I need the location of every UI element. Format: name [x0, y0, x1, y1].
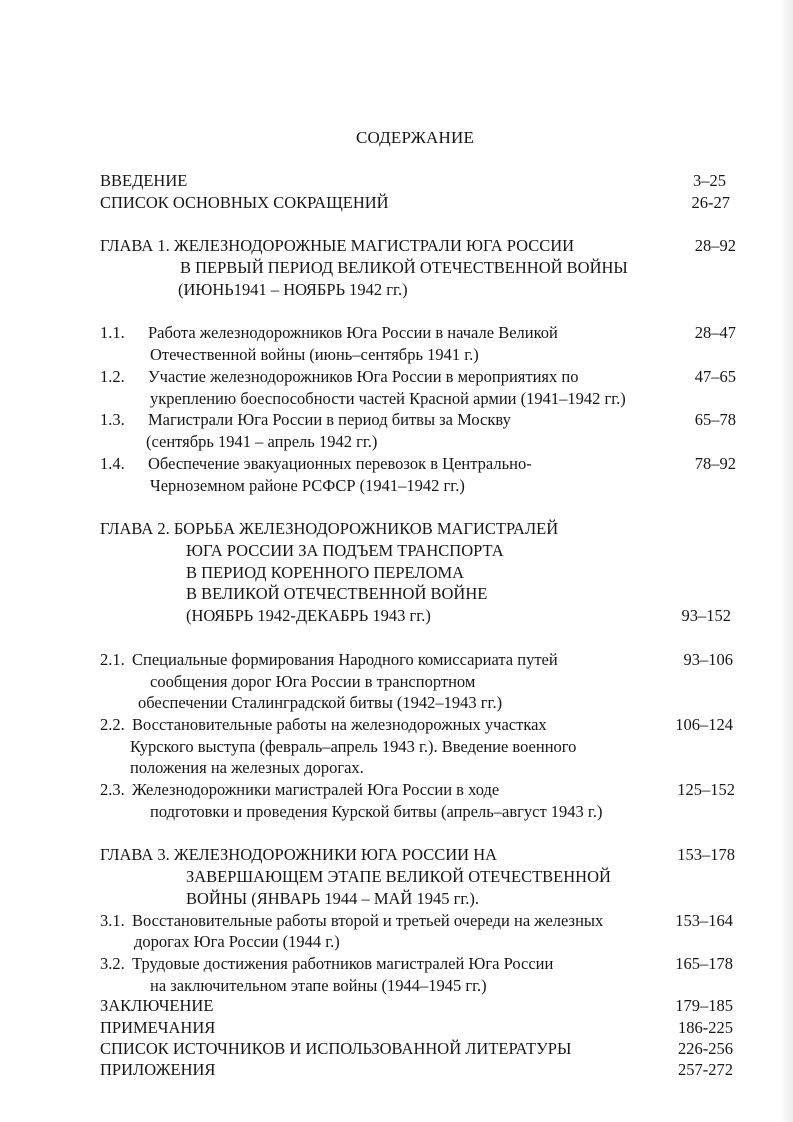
- section-1-4-num: 1.4.: [100, 454, 125, 473]
- section-2-1-line3: обеспечении Сталинградской битвы (1942–1943 гг.): [138, 693, 503, 712]
- section-2-1-line2: сообщения дорог Юга России в транспортном: [150, 672, 476, 691]
- section-3-1-num: 3.1.: [100, 911, 125, 930]
- page-title: СОДЕРЖАНИЕ: [355, 128, 475, 147]
- section-1-2-pages: 47–65: [694, 367, 736, 386]
- toc-appendices-pages: 257-272: [678, 1060, 733, 1079]
- section-1-2-line1: Участие железнодорожников Юга России в мероприятиях по: [148, 367, 579, 386]
- section-1-3-line2: (сентябрь 1941 – апрель 1942 гг.): [146, 432, 378, 451]
- toc-intro-pages: 3–25: [693, 171, 726, 190]
- chapter1-pages: 28–92: [694, 236, 736, 255]
- chapter1-heading-line1: ГЛАВА 1. ЖЕЛЕЗНОДОРОЖНЫЕ МАГИСТРАЛИ ЮГА РОССИИ: [100, 236, 575, 255]
- toc-appendices-label: ПРИЛОЖЕНИЯ: [100, 1060, 216, 1079]
- toc-abbrev-label: СПИСОК ОСНОВНЫХ СОКРАЩЕНИЙ: [100, 193, 389, 212]
- toc-sources-pages: 226-256: [678, 1039, 733, 1058]
- section-3-2-pages: 165–178: [675, 954, 733, 973]
- section-2-2-num: 2.2.: [100, 715, 125, 734]
- section-1-1-line1: Работа железнодорожников Юга России в начале Великой: [148, 323, 558, 342]
- section-3-1-line2: дорогах Юга России (1944 г.): [134, 932, 340, 951]
- toc-sources-label: СПИСОК ИСТОЧНИКОВ И ИСПОЛЬЗОВАННОЙ ЛИТЕРАТУРЫ: [100, 1039, 572, 1058]
- section-2-3-line2: подготовки и проведения Курской битвы (апрель–август 1943 г.): [150, 802, 603, 821]
- section-1-4-pages: 78–92: [694, 454, 736, 473]
- chapter2-heading-line4: В ВЕЛИКОЙ ОТЕЧЕСТВЕННОЙ ВОЙНЕ: [186, 584, 488, 603]
- chapter1-heading-line3: (ИЮНЬ1941 – НОЯБРЬ 1942 гг.): [178, 280, 408, 299]
- section-2-3-num: 2.3.: [100, 780, 125, 799]
- section-2-2-pages: 106–124: [675, 715, 733, 734]
- chapter2-heading-line5: (НОЯБРЬ 1942-ДЕКАБРЬ 1943 гг.): [186, 606, 431, 625]
- toc-intro-label: ВВЕДЕНИЕ: [100, 171, 188, 190]
- chapter3-heading-line3: ВОЙНЫ (ЯНВАРЬ 1944 – МАЙ 1945 гг.).: [186, 889, 480, 908]
- toc-notes-pages: 186-225: [678, 1018, 733, 1037]
- toc-notes-label: ПРИМЕЧАНИЯ: [100, 1018, 216, 1037]
- section-2-3-line1: Железнодорожники магистралей Юга России в ходе: [132, 780, 500, 799]
- section-2-2-line2: Курского выступа (февраль–апрель 1943 г.). Введение военного: [130, 737, 577, 756]
- section-3-2-line2: на заключительном этапе войны (1944–1945 гг.): [150, 976, 487, 995]
- chapter2-heading-line2: ЮГА РОССИИ ЗА ПОДЪЕМ ТРАНСПОРТА: [186, 541, 504, 560]
- section-3-2-line1: Трудовые достижения работников магистралей Юга России: [132, 954, 554, 973]
- toc-conclusion-label: ЗАКЛЮЧЕНИЕ: [100, 996, 214, 1015]
- section-1-3-line1: Магистрали Юга России в период битвы за Москву: [148, 410, 511, 429]
- section-2-1-pages: 93–106: [683, 650, 733, 669]
- section-3-1-line1: Восстановительные работы второй и третьей очереди на железных: [132, 911, 604, 930]
- section-3-1-pages: 153–164: [675, 911, 733, 930]
- section-1-2-line2: укреплению боеспособности частей Красной армии (1941–1942 гг.): [150, 389, 626, 408]
- section-1-1-line2: Отечественной войны (июнь–сентябрь 1941 г.): [150, 345, 479, 364]
- section-1-3-num: 1.3.: [100, 410, 125, 429]
- section-1-1-num: 1.1.: [100, 323, 125, 342]
- section-1-1-pages: 28–47: [694, 323, 736, 342]
- chapter2-heading-line1: ГЛАВА 2. БОРЬБА ЖЕЛЕЗНОДОРОЖНИКОВ МАГИСТРАЛЕЙ: [100, 519, 559, 538]
- section-1-4-line1: Обеспечение эвакуационных перевозок в Центрально-: [148, 454, 532, 473]
- section-2-3-pages: 125–152: [677, 780, 735, 799]
- section-1-3-pages: 65–78: [694, 410, 736, 429]
- toc-conclusion-pages: 179–185: [675, 996, 733, 1015]
- section-3-2-num: 3.2.: [100, 954, 125, 973]
- chapter3-heading-line1: ГЛАВА 3. ЖЕЛЕЗНОДОРОЖНИКИ ЮГА РОССИИ НА: [100, 845, 498, 864]
- section-1-4-line2: Черноземном районе РСФСР (1941–1942 гг.): [150, 476, 465, 495]
- section-2-2-line1: Восстановительные работы на железнодорожных участках: [132, 715, 547, 734]
- section-2-1-line1: Специальные формирования Народного комиссариата путей: [132, 650, 558, 669]
- chapter1-heading-line2: В ПЕРВЫЙ ПЕРИОД ВЕЛИКОЙ ОТЕЧЕСТВЕННОЙ ВОЙНЫ: [180, 258, 628, 277]
- section-2-2-line3: положения на железных дорогах.: [130, 758, 364, 777]
- toc-abbrev-pages: 26-27: [691, 193, 730, 212]
- chapter3-heading-line2: ЗАВЕРШАЮЩЕМ ЭТАПЕ ВЕЛИКОЙ ОТЕЧЕСТВЕННОЙ: [186, 867, 611, 886]
- chapter2-pages: 93–152: [681, 606, 731, 625]
- section-2-1-num: 2.1.: [100, 650, 125, 669]
- section-1-2-num: 1.2.: [100, 367, 125, 386]
- chapter2-heading-line3: В ПЕРИОД КОРЕННОГО ПЕРЕЛОМА: [186, 563, 465, 582]
- chapter3-pages: 153–178: [677, 845, 735, 864]
